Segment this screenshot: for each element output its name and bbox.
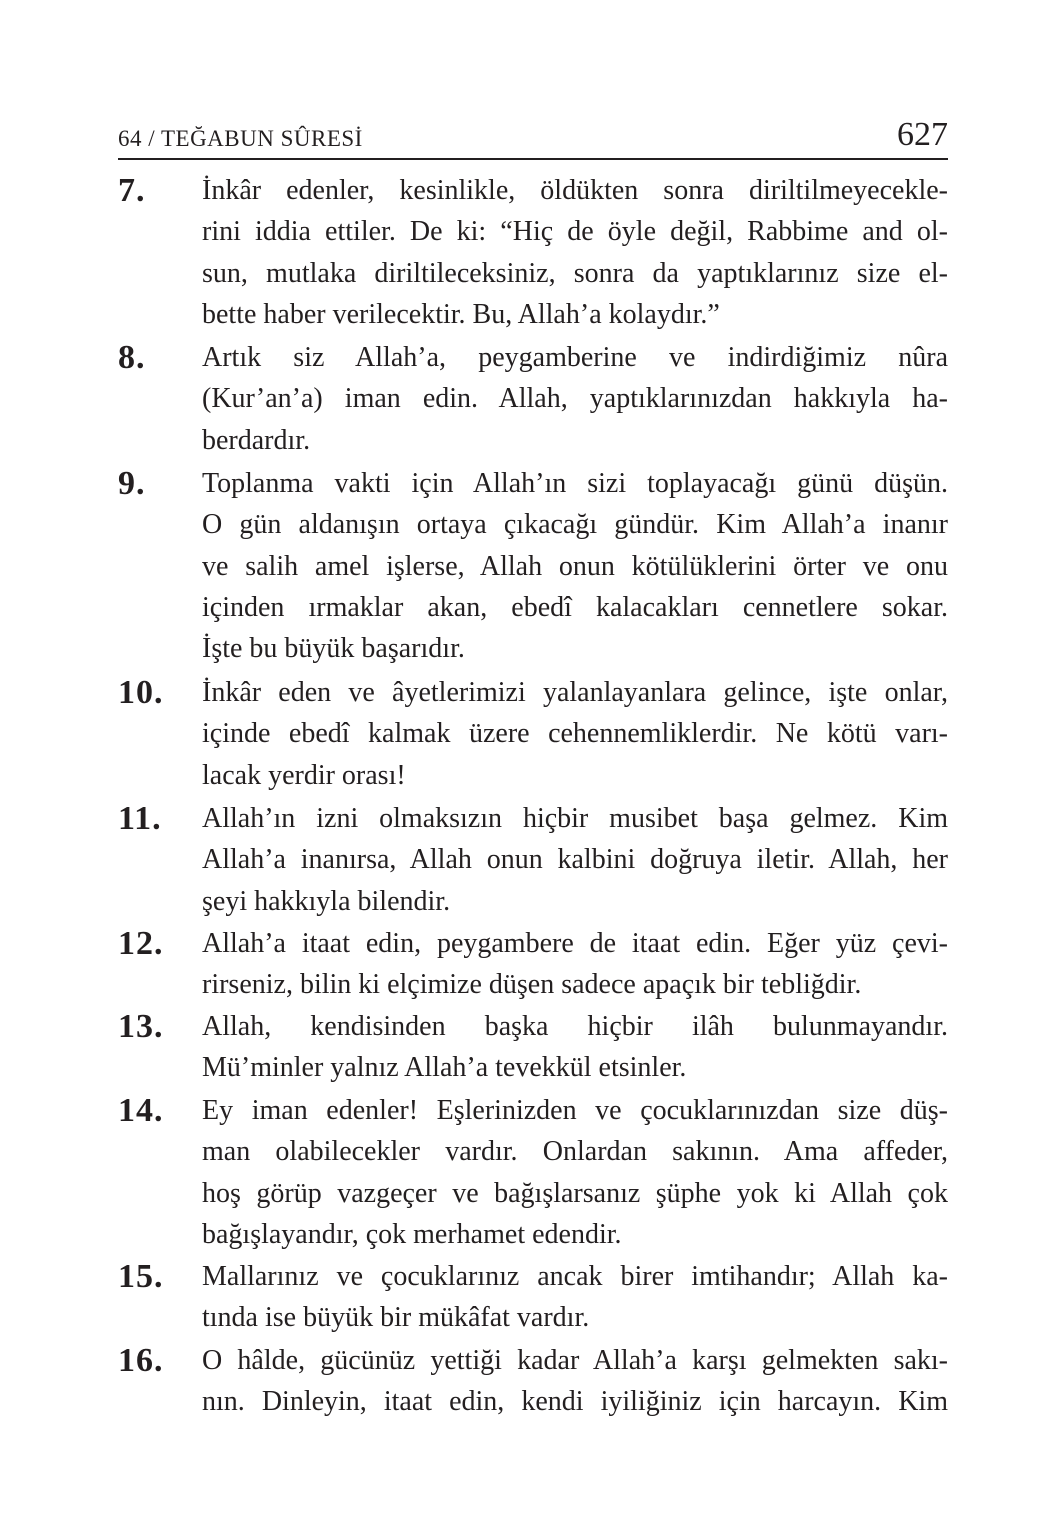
verse-number: 14. xyxy=(118,1092,164,1129)
verse-text xyxy=(202,1006,948,1089)
verse-line: İnkâr edenler, kesinlikle, öldükten sonra diriltilmeyecekle- xyxy=(202,175,948,206)
verse-line: O gün aldanışın ortaya çıkacağı gündür. Kim Allah’a inanır xyxy=(202,509,948,541)
verse-number: 9. xyxy=(118,465,146,502)
verse-line: rirseniz, bilin ki elçimize düşen sadece apaçık bir tebliğdir. xyxy=(202,969,862,1001)
verse-line: ve salih amel işlerse, Allah onun kötülüklerini örter ve onu xyxy=(202,550,948,582)
verse-line: Allah’ın izni olmaksızın hiçbir musibet başa gelmez. Kim xyxy=(202,803,948,834)
page-header xyxy=(118,108,948,160)
verse-text xyxy=(202,170,948,335)
verse-line: O hâlde, gücünüz yettiği kadar Allah’a karşı gelmekten sakı- xyxy=(202,1345,948,1376)
verse-line: Allah’a itaat edin, peygambere de itaat edin. Eğer yüz çevi- xyxy=(202,928,948,959)
verse-line: sun, mutlaka diriltileceksiniz, sonra da yaptıklarınız size el- xyxy=(202,257,948,289)
verse-text xyxy=(202,1090,948,1255)
verse-line: İnkâr eden ve âyetlerimizi yalanlayanlara gelince, işte onlar, xyxy=(202,677,948,708)
verse-text xyxy=(202,1256,948,1339)
verse-line: Mü’minler yalnız Allah’a tevekkül etsinler. xyxy=(202,1052,687,1084)
verse-number: 8. xyxy=(118,339,146,376)
verse-line: Toplanma vakti için Allah’ın sizi toplayacağı günü düşün. xyxy=(202,468,948,499)
verse-line: berdardır. xyxy=(202,424,311,456)
verse-line: bağışlayandır, çok merhamet edendir. xyxy=(202,1218,622,1250)
verse-line: man olabilecekler vardır. Onlardan sakının. Ama affeder, xyxy=(202,1136,948,1168)
verse-number: 16. xyxy=(118,1342,164,1379)
verse-line: içinden ırmaklar akan, ebedî kalacakları cennetlere sokar. xyxy=(202,591,948,623)
verse-line: Artık siz Allah’a, peygamberine ve indirdiğimiz nûra xyxy=(202,342,948,373)
verse-line: Allah’a inanırsa, Allah onun kalbini doğruya iletir. Allah, her xyxy=(202,844,948,876)
verse-line: bette haber verilecektir. Bu, Allah’a kolaydır.” xyxy=(202,298,720,330)
verse-text xyxy=(202,923,948,1006)
verse-line: nın. Dinleyin, itaat edin, kendi iyiliğiniz için harcayın. Kim xyxy=(202,1386,948,1418)
verse-line: (Kur’an’a) iman edin. Allah, yaptıklarınızdan hakkıyla ha- xyxy=(202,383,948,415)
verse-number: 7. xyxy=(118,172,146,209)
verse-text xyxy=(202,798,948,922)
verse-number: 15. xyxy=(118,1258,164,1295)
verse-text xyxy=(202,463,948,669)
running-title: 64 / TEĞABUN SÛRESİ xyxy=(118,126,363,151)
page-number: 627 xyxy=(897,116,948,153)
verse-text xyxy=(202,337,948,461)
verse-number: 13. xyxy=(118,1008,164,1045)
verse-line: şeyi hakkıyla bilendir. xyxy=(202,885,451,917)
verse-number: 12. xyxy=(118,925,164,962)
verse-number: 11. xyxy=(118,800,162,837)
verse-line: rini iddia ettiler. De ki: “Hiç de öyle değil, Rabbime and ol- xyxy=(202,216,948,248)
verse-line: tında ise büyük bir mükâfat vardır. xyxy=(202,1302,590,1334)
verse-line: Ey iman edenler! Eşlerinizden ve çocuklarınızdan size düş- xyxy=(202,1095,948,1126)
verse-line: Mallarınız ve çocuklarınız ancak birer imtihandır; Allah ka- xyxy=(202,1261,948,1292)
verse-text xyxy=(202,1340,948,1423)
verse-line: içinde ebedî kalmak üzere cehennemliklerdir. Ne kötü varı- xyxy=(202,718,948,750)
verse-text xyxy=(202,672,948,796)
verse-line: Allah, kendisinden başka hiçbir ilâh bulunmayandır. xyxy=(202,1011,948,1042)
verse-line: İşte bu büyük başarıdır. xyxy=(202,633,465,665)
verse-line: lacak yerdir orası! xyxy=(202,759,406,791)
verse-line: hoş görüp vazgeçer ve bağışlarsanız şüphe yok ki Allah çok xyxy=(202,1177,948,1209)
verse-number: 10. xyxy=(118,674,164,711)
